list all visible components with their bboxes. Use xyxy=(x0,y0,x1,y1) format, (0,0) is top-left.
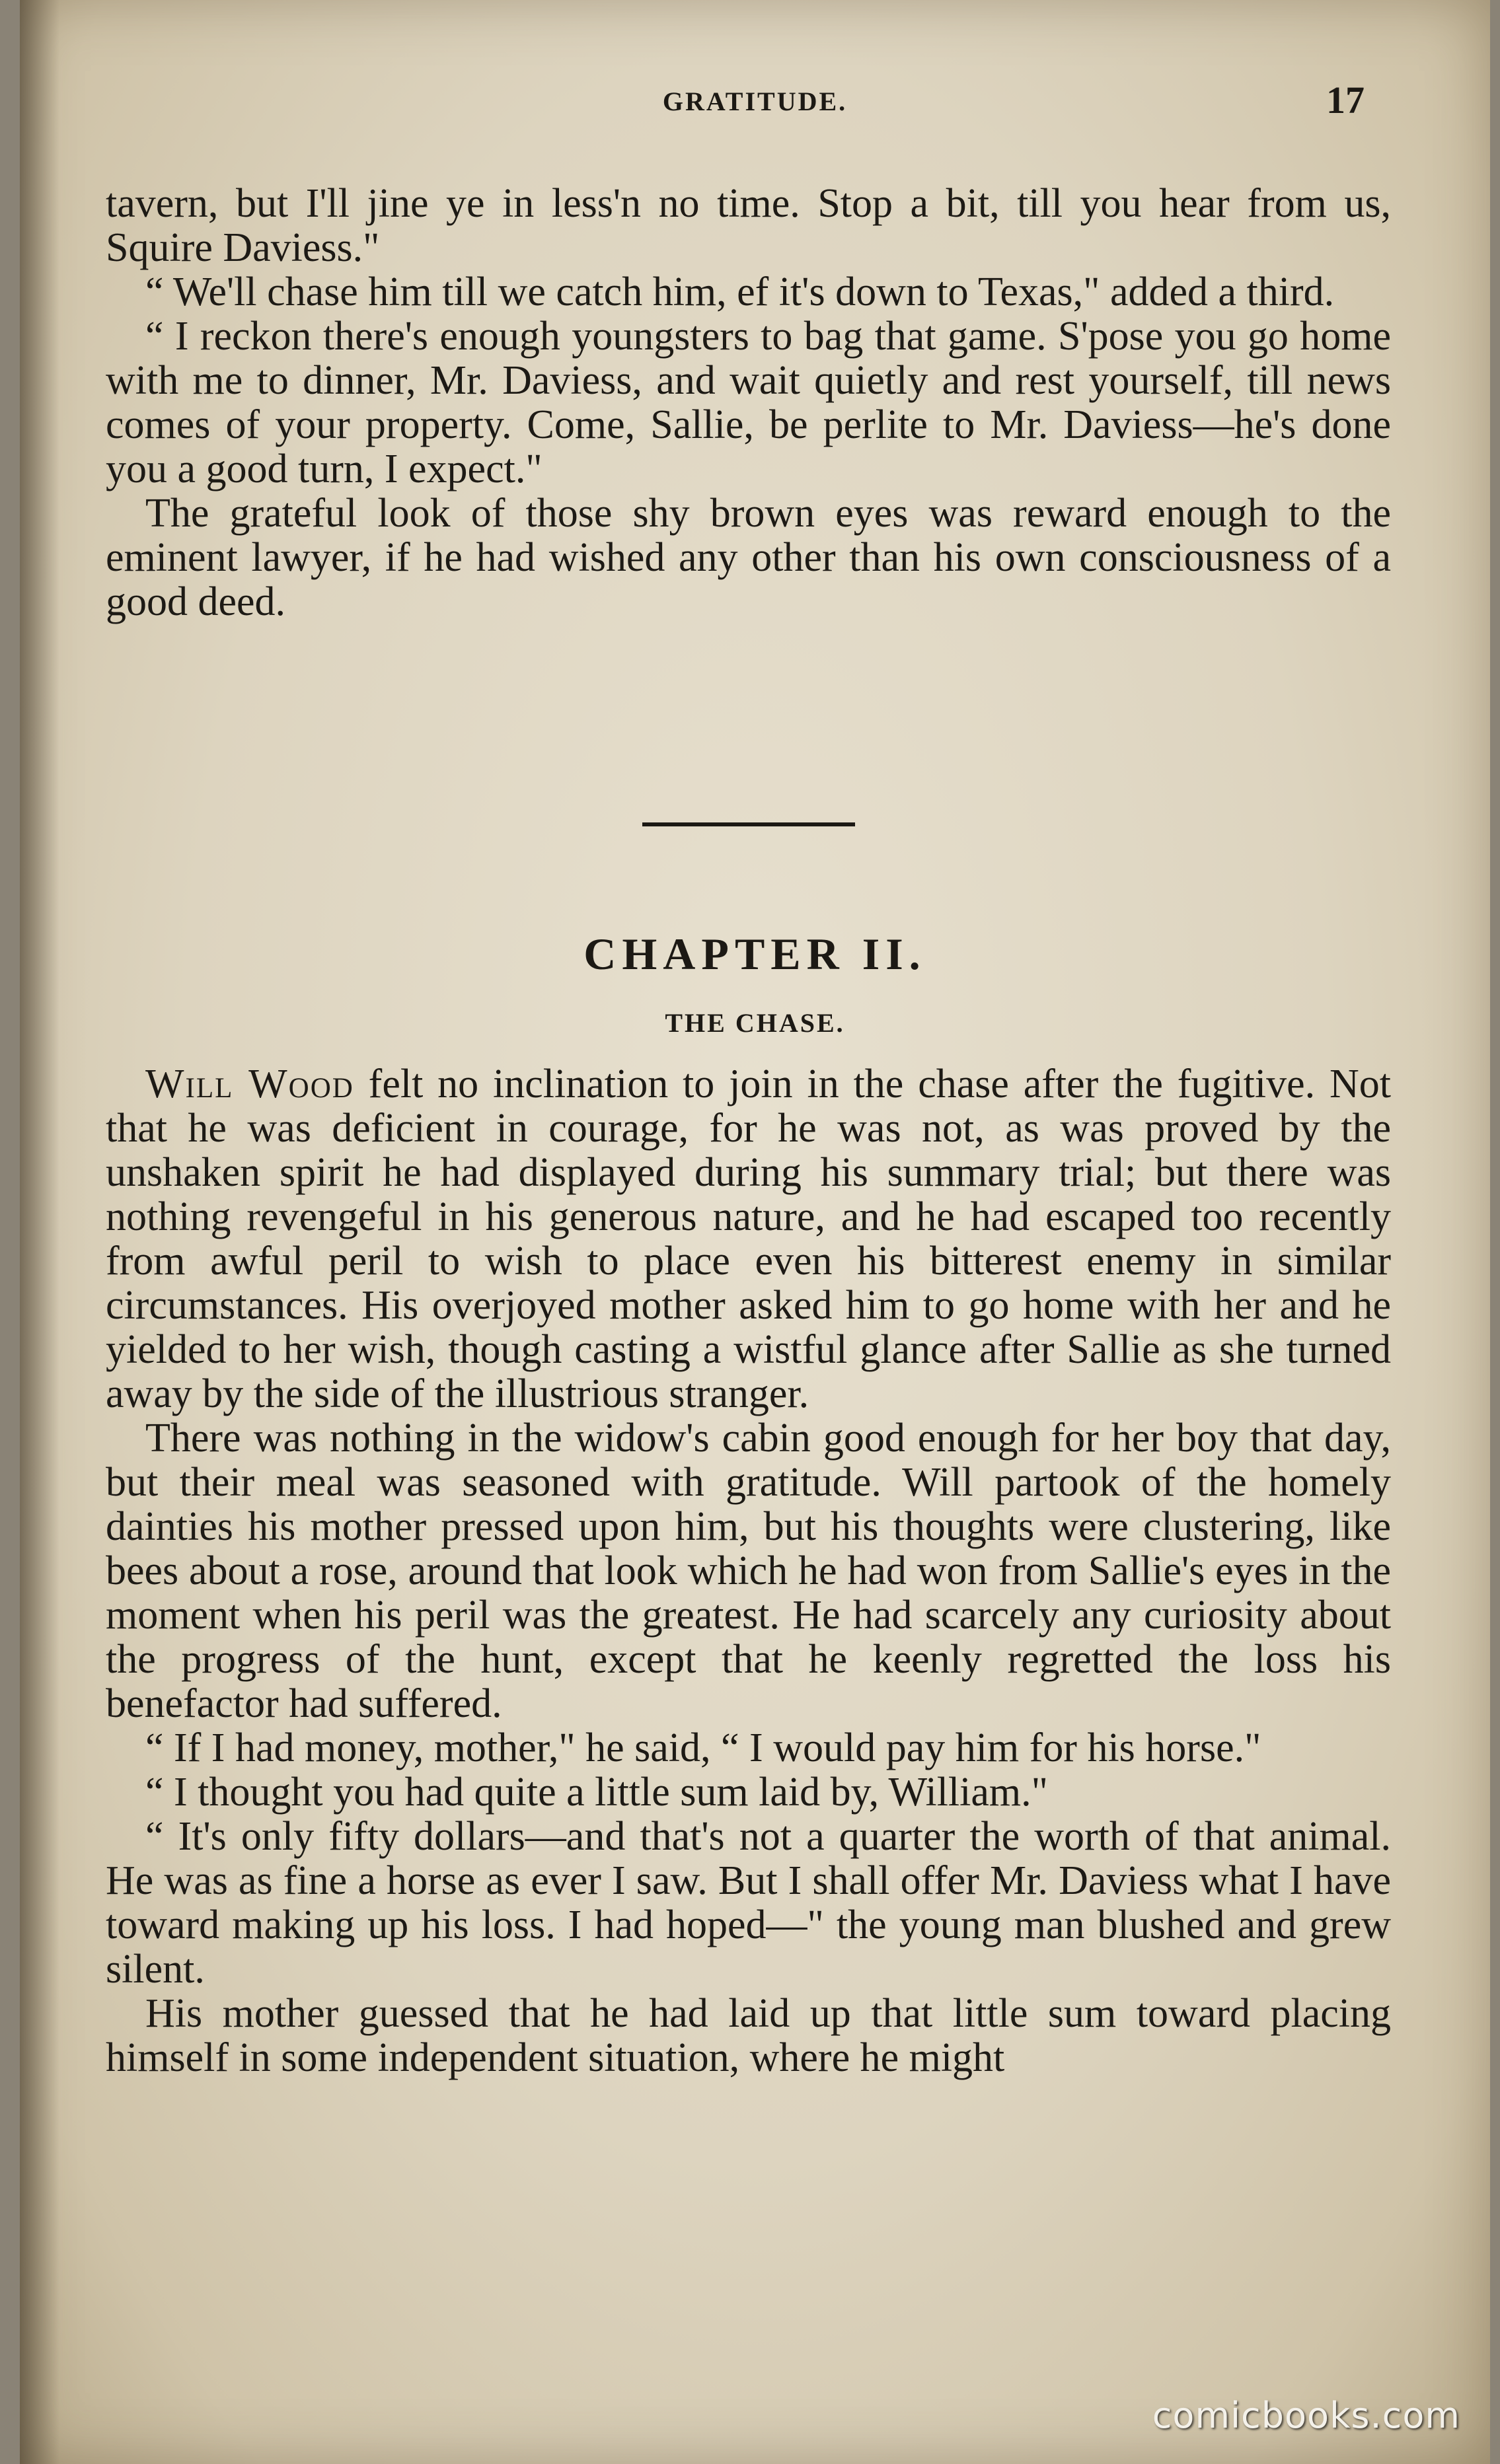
page-number: 17 xyxy=(1326,79,1365,122)
paragraph: The grateful look of those shy brown eyes was reward enough to the eminent lawyer, if he had wished any other than his own consciousness of a good deed. xyxy=(106,491,1391,624)
paragraph: “ It's only fifty dollars—and that's not a quarter the worth of that animal. He was as fine a horse as ever I saw. But I shall offer Mr. Daviess what I have toward making up his loss. I had hoped—" the young man blushed and grew silent. xyxy=(106,1814,1391,1992)
watermark: comicbooks.com xyxy=(1152,2395,1460,2436)
paragraph: “ If I had money, mother," he said, “ I would pay him for his horse." xyxy=(145,1725,1261,1770)
running-head: GRATITUDE. xyxy=(662,87,848,116)
paragraph-text: felt no inclination to join in the chase after the fugitive. Not that he was deficient in courage, for he was not, as was proved by the unshaken spirit he had displayed during his summary trial; but there was nothing revengeful in his generous nature, and he had escaped too recently from awful peril to wish to place even his bitterest enemy in similar circumstances. His overjoyed mother asked him to go home with her and he yielded to her wish, though casting a wistful glance after Sallie as she turned away by the side of the illustrious stranger. xyxy=(106,1062,1391,1416)
paragraph: There was nothing in the widow's cabin good enough for her boy that day, but their meal was seasoned with gratitude. Will partook of the homely dainties his mother pressed upon him, but his thoughts were clustering, like bees about a rose, around that look which he had won from Sallie's eyes in the moment when his peril was the greatest. He had scarcely any curiosity about the progress of the hunt, except that he keenly regretted the loss his benefactor had suffered. xyxy=(106,1416,1391,1726)
previous-section-text xyxy=(106,182,1391,624)
paragraph: “ I reckon there's enough youngsters to bag that game. S'pose you go home with me to dinner, Mr. Daviess, and wait quietly and rest yourself, till news comes of your property. Come, Sallie, be perlite to Mr. Daviess—he's done you a good turn, I expect." xyxy=(106,314,1391,491)
chapter-title: CHAPTER II. xyxy=(583,929,926,979)
paragraph xyxy=(106,1062,1391,1416)
opening-words: Will Wood xyxy=(145,1062,354,1106)
chapter-body-text xyxy=(106,1062,1391,2080)
paragraph: His mother guessed that he had laid up that little sum toward placing himself in some independent situation, where he might xyxy=(106,1991,1391,2080)
book-page xyxy=(20,0,1490,2464)
paragraph: “ I thought you had quite a little sum laid by, William." xyxy=(145,1770,1048,1815)
chapter-subtitle: THE CHASE. xyxy=(665,1008,845,1038)
paragraph: “ We'll chase him till we catch him, ef it's down to Texas," added a third. xyxy=(145,270,1335,314)
paragraph: tavern, but I'll jine ye in less'n no time. Stop a bit, till you hear from us, Squire Daviess." xyxy=(106,181,1391,270)
section-divider xyxy=(642,822,855,826)
